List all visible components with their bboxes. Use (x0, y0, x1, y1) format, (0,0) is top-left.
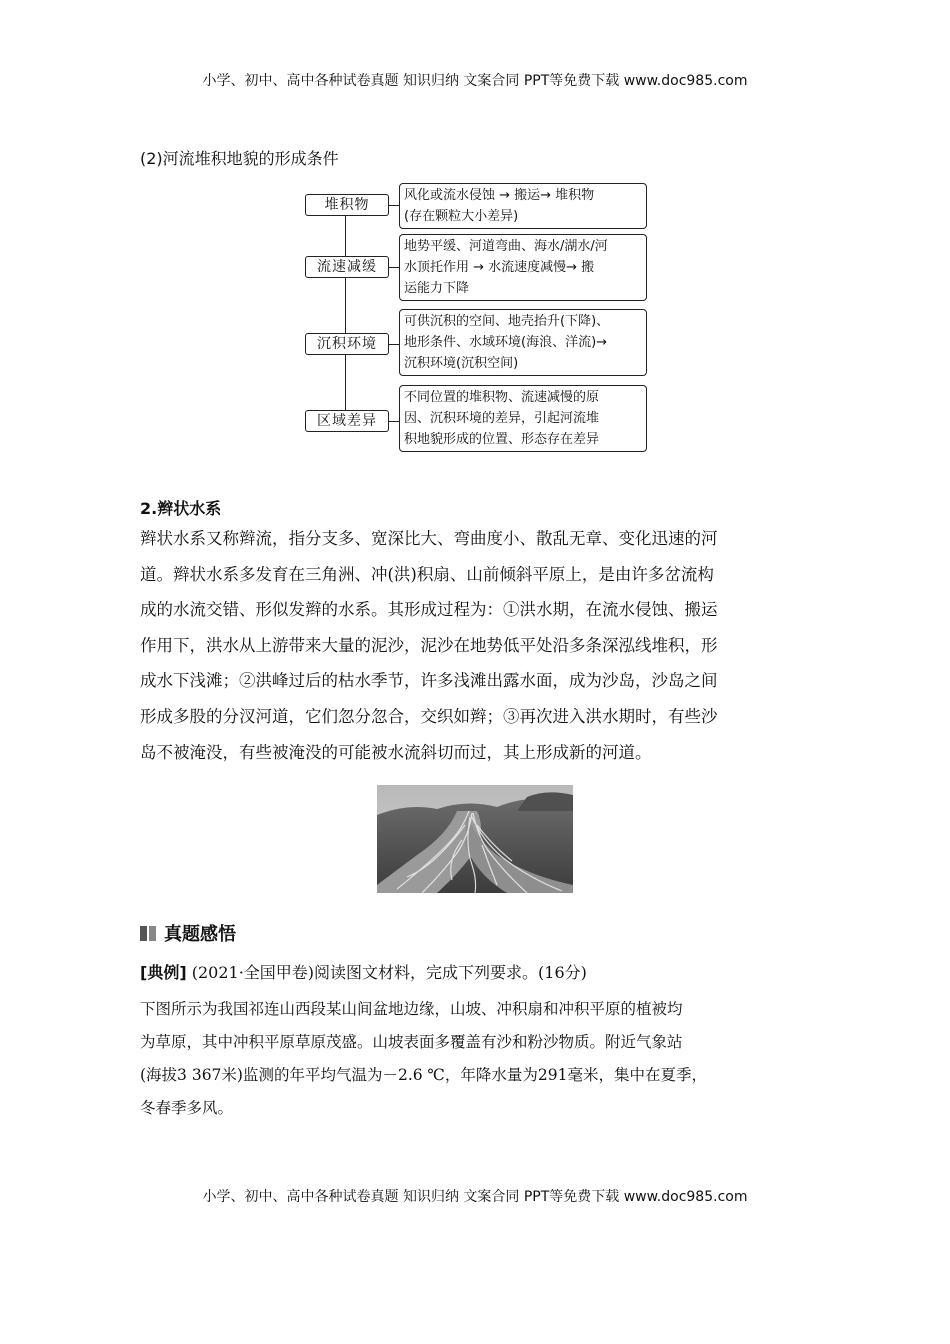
material-line: 冬春季多风。 (140, 1099, 234, 1117)
diagram-box-line: 因、沉积环境的差异，引起河流堆 (404, 411, 600, 426)
paragraph-line: 道。辫状水系多发育在三角洲、冲(洪)积扇、山前倾斜平原上，是由许多岔流构 (140, 564, 714, 584)
diagram-label: 沉积环境 (305, 333, 389, 355)
diagram-connector (389, 267, 399, 268)
diagram-box-line: 地势平缓、河道弯曲、海水/湖水/河 (404, 239, 608, 254)
paragraph-line: 形成多股的分汊河道，它们忽分忽合，交织如辫；③再次进入洪水期时，有些沙 (140, 706, 718, 726)
diagram-label: 堆积物 (305, 194, 389, 216)
diagram-box-line: 运能力下降 (404, 281, 470, 296)
section-marker-icon (140, 926, 156, 941)
diagram-box (399, 183, 647, 229)
section-title: 2.辫状水系 (140, 499, 222, 518)
diagram-box-line: 水顶托作用 → 水流速度减慢→ 搬 (404, 260, 595, 275)
diagram-box-line: 风化或流水侵蚀 → 搬运→ 堆积物 (404, 188, 595, 203)
page-footer: 小学、初中、高中各种试卷真题 知识归纳 文案合同 PPT等免费下载 www.doc985.com (202, 1189, 748, 1205)
diagram-box-line: (存在颗粒大小差异) (404, 209, 519, 224)
diagram-spine (345, 204, 346, 416)
braided-river-paragraph (140, 521, 820, 770)
example-line (140, 960, 587, 983)
diagram-box-line: 可供沉积的空间、地壳抬升(下降)、 (404, 314, 610, 329)
material-line: 下图所示为我国祁连山西段某山间盆地边缘，山坡、冲积扇和冲积平原的植被均 (140, 1000, 683, 1018)
diagram-box (399, 309, 647, 376)
diagram-box-line: 地形条件、水域环境(海浪、洋流)→ (404, 335, 608, 350)
material-paragraph (140, 993, 820, 1125)
diagram-connector (389, 205, 399, 206)
diagram-box (399, 234, 647, 301)
diagram-box-line: 不同位置的堆积物、流速减慢的原 (404, 390, 600, 405)
diagram-connector (389, 421, 399, 422)
paragraph-line: 作用下，洪水从上游带来大量的泥沙，泥沙在地势低平处沿多条深泓线堆积，形 (140, 635, 718, 655)
example-tag: [典例] (140, 963, 187, 982)
diagram-box (399, 385, 647, 452)
paragraph-line: 成水下浅滩；②洪峰过后的枯水季节，许多浅滩出露水面，成为沙岛，沙岛之间 (140, 671, 718, 691)
material-line: (海拔3 367米)监测的年平均气温为－2.6 ℃，年降水量为291毫米，集中在夏季， (140, 1066, 707, 1084)
formation-conditions-diagram (305, 180, 650, 455)
diagram-connector (389, 344, 399, 345)
page-header: 小学、初中、高中各种试卷真题 知识归纳 文案合同 PPT等免费下载 www.doc985.com (202, 73, 748, 89)
zhenti-title: 真题感悟 (164, 924, 236, 945)
diagram-label: 区域差异 (305, 410, 389, 432)
paragraph-line: 岛不被淹没，有些被淹没的可能被水流斜切而过，其上形成新的河道。 (140, 742, 652, 762)
zhenti-heading (140, 920, 236, 946)
diagram-label: 流速减缓 (305, 256, 389, 278)
subheading: (2)河流堆积地貌的形成条件 (140, 149, 339, 168)
diagram-box-line: 沉积环境(沉积空间) (404, 356, 519, 371)
paragraph-line: 辫状水系又称辫流，指分支多、宽深比大、弯曲度小、散乱无章、变化迅速的河 (140, 529, 718, 548)
braided-river-photo (377, 785, 573, 893)
example-text: (2021·全国甲卷)阅读图文材料，完成下列要求。(16分) (186, 963, 587, 982)
material-line: 为草原，其中冲积平原草原茂盛。山坡表面多覆盖有沙和粉沙物质。附近气象站 (140, 1033, 683, 1051)
diagram-box-line: 积地貌形成的位置、形态存在差异 (404, 432, 600, 447)
paragraph-line: 成的水流交错、形似发辫的水系。其形成过程为：①洪水期，在流水侵蚀、搬运 (140, 600, 718, 620)
